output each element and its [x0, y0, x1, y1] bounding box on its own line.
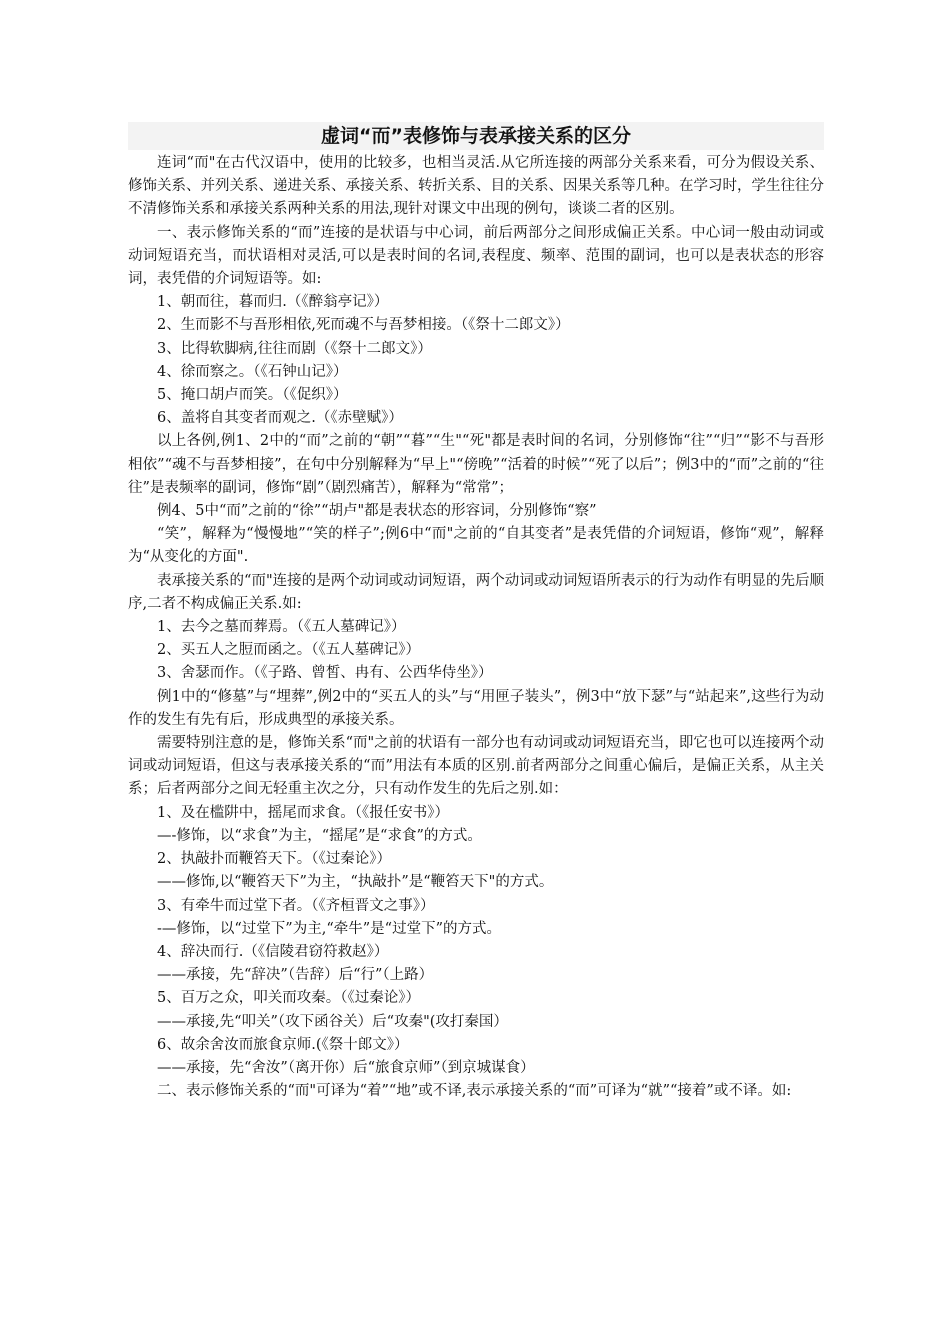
list-item: 5、掩口胡卢而笑。（《促织》）: [157, 387, 348, 404]
paragraph: “笑”，解释为“慢慢地”“笑的样子”;例6中“而"之前的“自其变者”是表凭借的介词短语，修饰“观”，解释为“从变化的方面".: [128, 526, 824, 566]
paragraph: 需要特别注意的是，修饰关系“而"之前的状语有一部分也有动词或动词短语充当，即它也可以连接两个动词或动词短语，但这与表承接关系的“而”用法有本质的区别.前者两部分之间重心偏后，是偏正关系，从主关系；后者两部分之间无轻重主次之分，只有动作发生的先后之别.如：: [128, 735, 825, 798]
paragraph: 例1中的“修墓”与“埋葬”,例2中的“买五人的头”与“用匣子装头”，例3中“放下瑟”与“站起来”,这些行为动作的发生有先有后，形成典型的承接关系。: [128, 688, 824, 728]
list-item: —-修饰，以“求食”为主，“摇尾”是“求食”的方式。: [157, 827, 482, 844]
list-item: ——承接，先“辞决”（告辞）后“行”（上路）: [157, 967, 434, 984]
list-item: 4、徐而察之。（《石钟山记》）: [157, 363, 348, 380]
list-item: 3、舍瑟而作。（《子路、曾皙、冉有、公西华侍坐》）: [157, 665, 493, 682]
list-item: 1、及在槛阱中，摇尾而求食。（《报任安书》）: [157, 804, 449, 821]
document-title: 虚词“而”表修饰与表承接关系的区分: [128, 122, 824, 150]
paragraph: 二、表示修饰关系的“而"可译为“着”“地”或不译,表示承接关系的“而”可译为“就”“接着”或不译。如:: [157, 1083, 792, 1100]
list-item: 3、比得软脚病,往往而剧（《祭十二郎文》）: [157, 340, 432, 357]
list-item: ——承接，先“舍汝”（离开你）后“旅食京师”（到京城谋食）: [157, 1059, 535, 1076]
list-item: 4、辞决而行.（《信陵君窃符救赵》）: [157, 943, 389, 960]
paragraph: 连词“而"在古代汉语中，使用的比较多，也相当灵活.从它所连接的两部分关系来看，可分为假设关系、修饰关系、并列关系、递进关系、承接关系、转折关系、目的关系、因果关系等几种。在学习时，学生往往分不清修饰关系和承接关系两种关系的用法,现针对课文中出现的例句，谈谈二者的区别。: [128, 155, 824, 218]
list-item: 5、百万之众，叩关而攻秦。（《过秦论》）: [157, 990, 420, 1007]
list-item: 1、朝而往，暮而归.（《醉翁亭记》）: [157, 294, 389, 311]
list-item: ——承接,先“叩关”（攻下函谷关）后“攻秦"(攻打秦国）: [157, 1013, 508, 1030]
list-item: ——修饰,以“鞭笞天下”为主，“执敲扑”是“鞭笞天下"的方式。: [157, 874, 554, 891]
list-item: 6、故余舍汝而旅食京师.(《祭十郎文》）: [157, 1036, 409, 1053]
paragraph: 表承接关系的“而"连接的是两个动词或动词短语，两个动词或动词短语所表示的行为动作有明显的先后顺序,二者不构成偏正关系.如:: [128, 572, 824, 612]
list-item: -—修饰，以“过堂下”为主,“牵牛”是“过堂下”的方式。: [157, 920, 501, 937]
document-page: [128, 122, 824, 1103]
document-body: [128, 152, 824, 1103]
list-item: 3、有牵牛而过堂下者。（《齐桓晋文之事》）: [157, 897, 435, 914]
list-item: 1、去今之墓而葬焉。（《五人墓碑记》）: [157, 619, 406, 636]
paragraph: 以上各例,例1、2中的“而”之前的“朝”“暮”“生"“死"都是表时间的名词，分别修饰“往”“归”“影不与吾形相依”“魂不与吾梦相接”，在句中分别解释为“早上"“傍晚”“活着的时候”“死了以后”；例3中的“而”之前的“往往”是表频率的副词，修饰“剧”（剧烈痛苦），解释为“常常”；: [128, 433, 824, 496]
list-item: 6、盖将自其变者而观之.（《赤壁赋》）: [157, 410, 403, 427]
paragraph: 一、表示修饰关系的“而”连接的是状语与中心词，前后两部分之间形成偏正关系。中心词一般由动词或动词短语充当，而状语相对灵活,可以是表时间的名词,表程度、频率、范围的副词，也可以是表状态的形容词，表凭借的介词短语等。如:: [128, 224, 824, 288]
list-item: 2、生而影不与吾形相依,死而魂不与吾梦相接。（《祭十二郎文》）: [157, 317, 570, 334]
paragraph: 例4、5中“而”之前的“徐”“胡卢"都是表状态的形容词，分别修饰“察”: [157, 503, 597, 520]
list-item: 2、执敲扑而鞭笞天下。（《过秦论》）: [157, 851, 391, 868]
list-item: 2、买五人之脰而函之。（《五人墓碑记》）: [157, 642, 420, 659]
